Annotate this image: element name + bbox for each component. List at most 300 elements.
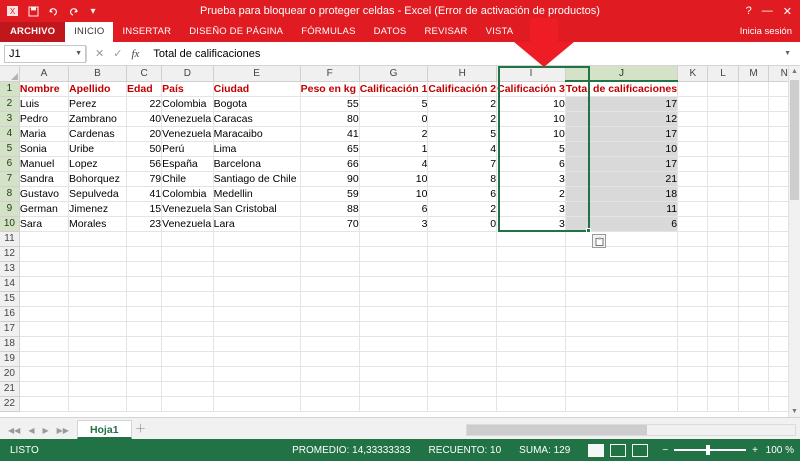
cell-I20[interactable] — [497, 366, 566, 381]
cell-E22[interactable] — [213, 396, 300, 411]
column-header-k[interactable]: K — [678, 66, 708, 81]
cell-B11[interactable] — [69, 231, 127, 246]
column-header-h[interactable]: H — [428, 66, 497, 81]
redo-icon[interactable] — [66, 4, 80, 18]
cell-C8[interactable]: 41 — [126, 186, 161, 201]
cell-D16[interactable] — [162, 306, 214, 321]
row-header-1[interactable]: 1 — [0, 81, 19, 96]
cell-F11[interactable] — [300, 231, 359, 246]
cell-J4[interactable]: 17 — [565, 126, 677, 141]
cell-J11[interactable] — [565, 231, 677, 246]
column-header-a[interactable]: A — [19, 66, 68, 81]
cell-G6[interactable]: 4 — [359, 156, 428, 171]
cell-A13[interactable] — [19, 261, 68, 276]
row-header-4[interactable]: 4 — [0, 126, 19, 141]
column-header-e[interactable]: E — [213, 66, 300, 81]
cell-C14[interactable] — [126, 276, 161, 291]
cell-E9[interactable]: San Cristobal — [213, 201, 300, 216]
row-header-12[interactable]: 12 — [0, 246, 19, 261]
cell-F10[interactable]: 70 — [300, 216, 359, 231]
cell-M8[interactable] — [738, 186, 769, 201]
cell-H18[interactable] — [428, 336, 497, 351]
cell-I1[interactable]: Calificación 3 — [497, 82, 565, 95]
cell-L6[interactable] — [708, 156, 738, 171]
cell-K15[interactable] — [678, 291, 708, 306]
cell-L1[interactable] — [708, 81, 738, 96]
cell-E10[interactable]: Lara — [213, 216, 300, 231]
cell-K7[interactable] — [678, 171, 708, 186]
cell-B3[interactable]: Zambrano — [69, 111, 127, 126]
row-header-19[interactable]: 19 — [0, 351, 19, 366]
cell-F3[interactable]: 80 — [300, 111, 359, 126]
cell-M5[interactable] — [738, 141, 769, 156]
cell-K4[interactable] — [678, 126, 708, 141]
cell-J20[interactable] — [565, 366, 677, 381]
cell-I5[interactable]: 5 — [497, 141, 566, 156]
cell-K12[interactable] — [678, 246, 708, 261]
cell-F18[interactable] — [300, 336, 359, 351]
cell-B12[interactable] — [69, 246, 127, 261]
cell-C6[interactable]: 56 — [126, 156, 161, 171]
cell-A6[interactable]: Manuel — [19, 156, 68, 171]
cell-E17[interactable] — [213, 321, 300, 336]
cell-I17[interactable] — [497, 321, 566, 336]
cell-H1[interactable]: Calificación 2 — [428, 82, 497, 95]
column-header-g[interactable]: G — [359, 66, 428, 81]
cell-E4[interactable]: Maracaibo — [213, 126, 300, 141]
tab-insertar[interactable]: INSERTAR — [122, 26, 172, 37]
cell-A10[interactable]: Sara — [19, 216, 68, 231]
cell-A7[interactable]: Sandra — [19, 171, 68, 186]
cell-D6[interactable]: España — [162, 156, 214, 171]
cell-J12[interactable] — [565, 246, 677, 261]
cell-F12[interactable] — [300, 246, 359, 261]
cell-K6[interactable] — [678, 156, 708, 171]
cell-H2[interactable]: 2 — [428, 96, 497, 111]
cell-J15[interactable] — [565, 291, 677, 306]
cell-E7[interactable]: Santiago de Chile — [213, 171, 300, 186]
cell-D20[interactable] — [162, 366, 214, 381]
cell-A5[interactable]: Sonia — [19, 141, 68, 156]
cell-L11[interactable] — [708, 231, 738, 246]
cell-F17[interactable] — [300, 321, 359, 336]
cell-A8[interactable]: Gustavo — [19, 186, 68, 201]
vertical-scroll-thumb[interactable] — [790, 80, 799, 200]
cell-C2[interactable]: 22 — [126, 96, 161, 111]
cell-A19[interactable] — [19, 351, 68, 366]
cell-E2[interactable]: Bogota — [213, 96, 300, 111]
cell-G1[interactable]: Calificación 1 — [359, 82, 428, 95]
cell-K17[interactable] — [678, 321, 708, 336]
cell-B1[interactable]: Apellido — [69, 81, 127, 96]
cell-K9[interactable] — [678, 201, 708, 216]
cell-I18[interactable] — [497, 336, 566, 351]
cell-L14[interactable] — [708, 276, 738, 291]
cell-B8[interactable]: Sepulveda — [69, 186, 127, 201]
cell-M4[interactable] — [738, 126, 769, 141]
cell-F19[interactable] — [300, 351, 359, 366]
cell-K18[interactable] — [678, 336, 708, 351]
cell-I14[interactable] — [497, 276, 566, 291]
cell-C10[interactable]: 23 — [126, 216, 161, 231]
cell-J14[interactable] — [565, 276, 677, 291]
cell-J3[interactable]: 12 — [565, 111, 677, 126]
cell-C21[interactable] — [126, 381, 161, 396]
tab-archivo[interactable]: ARCHIVO — [0, 22, 65, 42]
cell-C9[interactable]: 15 — [126, 201, 161, 216]
cell-C18[interactable] — [126, 336, 161, 351]
cell-A2[interactable]: Luis — [19, 96, 68, 111]
cell-M6[interactable] — [738, 156, 769, 171]
row-header-3[interactable]: 3 — [0, 111, 19, 126]
cell-E1[interactable]: Ciudad — [213, 81, 300, 96]
column-header-n[interactable]: N — [769, 66, 800, 81]
cell-J17[interactable] — [565, 321, 677, 336]
cell-E6[interactable]: Barcelona — [213, 156, 300, 171]
cell-H9[interactable]: 2 — [428, 201, 497, 216]
cell-G17[interactable] — [359, 321, 428, 336]
column-header-m[interactable]: M — [738, 66, 769, 81]
cell-D2[interactable]: Colombia — [162, 96, 214, 111]
row-header-9[interactable]: 9 — [0, 201, 19, 216]
cell-G4[interactable]: 2 — [359, 126, 428, 141]
cell-L2[interactable] — [708, 96, 738, 111]
cell-M3[interactable] — [738, 111, 769, 126]
cell-A15[interactable] — [19, 291, 68, 306]
row-header-22[interactable]: 22 — [0, 396, 19, 411]
column-header-j[interactable]: J — [565, 66, 677, 81]
cell-J1[interactable]: Total de calificaciones — [565, 82, 678, 95]
cell-I21[interactable] — [497, 381, 566, 396]
cell-A4[interactable]: Maria — [19, 126, 68, 141]
save-icon[interactable] — [26, 4, 40, 18]
cell-B21[interactable] — [69, 381, 127, 396]
cell-E16[interactable] — [213, 306, 300, 321]
cell-C5[interactable]: 50 — [126, 141, 161, 156]
cell-J6[interactable]: 17 — [565, 156, 677, 171]
cell-D21[interactable] — [162, 381, 214, 396]
cell-M19[interactable] — [738, 351, 769, 366]
cell-M1[interactable] — [738, 81, 769, 96]
cell-L4[interactable] — [708, 126, 738, 141]
cell-H17[interactable] — [428, 321, 497, 336]
cell-B7[interactable]: Bohorquez — [69, 171, 127, 186]
cell-M10[interactable] — [738, 216, 769, 231]
tab-vista[interactable]: VISTA — [485, 26, 514, 37]
cell-D13[interactable] — [162, 261, 214, 276]
cell-D1[interactable]: País — [162, 81, 214, 96]
cancel-icon[interactable]: ✕ — [95, 48, 105, 60]
cell-E13[interactable] — [213, 261, 300, 276]
row-header-20[interactable]: 20 — [0, 366, 19, 381]
cell-I16[interactable] — [497, 306, 566, 321]
cell-H20[interactable] — [428, 366, 497, 381]
cell-G2[interactable]: 5 — [359, 96, 428, 111]
cell-I12[interactable] — [497, 246, 566, 261]
cell-M12[interactable] — [738, 246, 769, 261]
undo-icon[interactable] — [46, 4, 60, 18]
cell-F16[interactable] — [300, 306, 359, 321]
cell-K2[interactable] — [678, 96, 708, 111]
cell-F7[interactable]: 90 — [300, 171, 359, 186]
page-break-icon[interactable] — [632, 444, 648, 457]
row-header-8[interactable]: 8 — [0, 186, 19, 201]
cell-F1[interactable]: Peso en kg — [300, 81, 359, 96]
cell-D9[interactable]: Venezuela — [162, 202, 212, 215]
normal-view-icon[interactable] — [588, 444, 604, 457]
cell-E8[interactable]: Medellin — [213, 186, 300, 201]
cell-D3[interactable]: Venezuela — [162, 112, 212, 125]
sign-in-link[interactable]: Inicia sesión — [739, 26, 792, 37]
cell-H6[interactable]: 7 — [428, 156, 497, 171]
cell-E15[interactable] — [213, 291, 300, 306]
vertical-scrollbar[interactable] — [788, 66, 800, 417]
cell-F14[interactable] — [300, 276, 359, 291]
customize-qat-icon[interactable]: ▾ — [90, 5, 96, 17]
cell-D10[interactable]: Venezuela — [162, 217, 212, 230]
formula-actions[interactable] — [87, 47, 147, 60]
cell-J7[interactable]: 21 — [565, 171, 677, 186]
cell-B18[interactable] — [69, 336, 127, 351]
name-box[interactable] — [4, 45, 86, 63]
cell-K11[interactable] — [678, 231, 708, 246]
horizontal-scrollbar[interactable] — [466, 424, 796, 436]
cell-M20[interactable] — [738, 366, 769, 381]
cell-L16[interactable] — [708, 306, 738, 321]
column-header-c[interactable]: C — [126, 66, 161, 81]
minimize-button[interactable]: — — [761, 5, 773, 17]
cell-L20[interactable] — [708, 366, 738, 381]
cell-H14[interactable] — [428, 276, 497, 291]
zoom-control[interactable] — [662, 445, 794, 456]
cell-M14[interactable] — [738, 276, 769, 291]
sheet-nav-buttons[interactable] — [4, 426, 77, 439]
cell-J16[interactable] — [565, 306, 677, 321]
cell-H21[interactable] — [428, 381, 497, 396]
cell-L10[interactable] — [708, 216, 738, 231]
cell-H22[interactable] — [428, 396, 497, 411]
cell-A21[interactable] — [19, 381, 68, 396]
cell-B15[interactable] — [69, 291, 127, 306]
row-header-16[interactable]: 16 — [0, 306, 19, 321]
column-header-b[interactable]: B — [69, 66, 127, 81]
cell-D19[interactable] — [162, 351, 214, 366]
zoom-out-button[interactable]: − — [662, 444, 669, 456]
cell-L9[interactable] — [708, 201, 738, 216]
row-header-7[interactable]: 7 — [0, 171, 19, 186]
cell-F13[interactable] — [300, 261, 359, 276]
cell-I6[interactable]: 6 — [497, 156, 566, 171]
cell-M22[interactable] — [738, 396, 769, 411]
cell-G21[interactable] — [359, 381, 428, 396]
zoom-in-button[interactable]: + — [752, 444, 758, 456]
cell-A22[interactable] — [19, 396, 68, 411]
cell-M18[interactable] — [738, 336, 769, 351]
cell-F22[interactable] — [300, 396, 359, 411]
cell-D14[interactable] — [162, 276, 214, 291]
row-header-10[interactable]: 10 — [0, 216, 19, 231]
cell-J18[interactable] — [565, 336, 677, 351]
cell-F9[interactable]: 88 — [300, 201, 359, 216]
cell-I4[interactable]: 10 — [497, 126, 566, 141]
sheet-nav-next-icon[interactable]: ▶ — [42, 426, 49, 435]
cell-E14[interactable] — [213, 276, 300, 291]
cell-I10[interactable]: 3 — [497, 216, 566, 231]
cell-G18[interactable] — [359, 336, 428, 351]
cell-E12[interactable] — [213, 246, 300, 261]
cell-K5[interactable] — [678, 141, 708, 156]
cell-G22[interactable] — [359, 396, 428, 411]
tab-datos[interactable]: DATOS — [373, 26, 407, 37]
cell-I2[interactable]: 10 — [497, 96, 566, 111]
cell-A14[interactable] — [19, 276, 68, 291]
cell-M15[interactable] — [738, 291, 769, 306]
cell-J9[interactable]: 11 — [565, 201, 677, 216]
cell-E19[interactable] — [213, 351, 300, 366]
cell-L12[interactable] — [708, 246, 738, 261]
fill-handle[interactable] — [586, 228, 591, 233]
cell-K14[interactable] — [678, 276, 708, 291]
horizontal-scroll-thumb[interactable] — [467, 425, 647, 435]
cell-A12[interactable] — [19, 246, 68, 261]
cell-B6[interactable]: Lopez — [69, 156, 127, 171]
cell-C12[interactable] — [126, 246, 161, 261]
cell-G8[interactable]: 10 — [359, 186, 428, 201]
cell-I15[interactable] — [497, 291, 566, 306]
cell-J5[interactable]: 10 — [565, 141, 677, 156]
cell-B19[interactable] — [69, 351, 127, 366]
cell-E3[interactable]: Caracas — [213, 111, 300, 126]
row-header-13[interactable]: 13 — [0, 261, 19, 276]
cell-M21[interactable] — [738, 381, 769, 396]
cell-G9[interactable]: 6 — [359, 201, 428, 216]
cell-H12[interactable] — [428, 246, 497, 261]
cell-D17[interactable] — [162, 321, 214, 336]
cell-L21[interactable] — [708, 381, 738, 396]
cell-A9[interactable]: German — [19, 201, 68, 216]
cell-E18[interactable] — [213, 336, 300, 351]
row-header-11[interactable]: 11 — [0, 231, 19, 246]
sheet-tab-bar[interactable] — [0, 417, 800, 439]
sheet-nav-prev-icon[interactable]: ◀ — [28, 426, 35, 435]
close-button[interactable]: ✕ — [782, 5, 792, 18]
cell-E11[interactable] — [213, 231, 300, 246]
cell-I19[interactable] — [497, 351, 566, 366]
row-header-15[interactable]: 15 — [0, 291, 19, 306]
cell-D8[interactable]: Colombia — [162, 186, 214, 201]
row-header-17[interactable]: 17 — [0, 321, 19, 336]
formula-input[interactable]: Total de calificaciones — [153, 47, 261, 60]
cell-G11[interactable] — [359, 231, 428, 246]
cell-F5[interactable]: 65 — [300, 141, 359, 156]
cell-D4[interactable]: Venezuela — [162, 127, 212, 140]
cell-H8[interactable]: 6 — [428, 186, 497, 201]
row-header-14[interactable]: 14 — [0, 276, 19, 291]
tab-diseno-de-pagina[interactable]: DISEÑO DE PÁGINA — [189, 26, 284, 37]
cell-L7[interactable] — [708, 171, 738, 186]
cell-I9[interactable]: 3 — [497, 201, 566, 216]
cell-J8[interactable]: 18 — [565, 186, 677, 201]
cell-M17[interactable] — [738, 321, 769, 336]
cell-H4[interactable]: 5 — [428, 126, 497, 141]
cell-L15[interactable] — [708, 291, 738, 306]
cell-G13[interactable] — [359, 261, 428, 276]
cell-L5[interactable] — [708, 141, 738, 156]
cell-J13[interactable] — [565, 261, 677, 276]
cell-G12[interactable] — [359, 246, 428, 261]
cell-B13[interactable] — [69, 261, 127, 276]
column-header-f[interactable]: F — [300, 66, 359, 81]
cell-B20[interactable] — [69, 366, 127, 381]
accept-icon[interactable]: ✓ — [113, 48, 123, 60]
ribbon-tabs[interactable] — [0, 22, 800, 42]
cell-K13[interactable] — [678, 261, 708, 276]
sheet-nav-last-icon[interactable]: ▶▶ — [56, 426, 69, 435]
cell-A1[interactable]: Nombre — [19, 81, 68, 96]
cell-F8[interactable]: 59 — [300, 186, 359, 201]
cell-H13[interactable] — [428, 261, 497, 276]
cell-K10[interactable] — [678, 216, 708, 231]
cell-H15[interactable] — [428, 291, 497, 306]
cell-M7[interactable] — [738, 171, 769, 186]
column-header-d[interactable]: D — [162, 66, 214, 81]
cell-E20[interactable] — [213, 366, 300, 381]
chevron-down-icon[interactable]: ▼ — [75, 50, 82, 57]
cell-A20[interactable] — [19, 366, 68, 381]
cell-B14[interactable] — [69, 276, 127, 291]
paste-options-button[interactable] — [592, 234, 606, 248]
cell-A17[interactable] — [19, 321, 68, 336]
cell-K20[interactable] — [678, 366, 708, 381]
cell-H11[interactable] — [428, 231, 497, 246]
cell-L8[interactable] — [708, 186, 738, 201]
row-header-6[interactable]: 6 — [0, 156, 19, 171]
quick-access-toolbar[interactable] — [0, 4, 100, 18]
cell-I22[interactable] — [497, 396, 566, 411]
cell-B5[interactable]: Uribe — [69, 141, 127, 156]
cell-G20[interactable] — [359, 366, 428, 381]
cell-L22[interactable] — [708, 396, 738, 411]
cell-M9[interactable] — [738, 201, 769, 216]
cell-F15[interactable] — [300, 291, 359, 306]
select-all-corner[interactable] — [0, 66, 19, 81]
tab-revisar[interactable]: REVISAR — [424, 26, 468, 37]
cell-D5[interactable]: Perú — [162, 141, 214, 156]
cell-G5[interactable]: 1 — [359, 141, 428, 156]
cell-D18[interactable] — [162, 336, 214, 351]
zoom-slider-knob[interactable] — [706, 445, 710, 455]
zoom-slider[interactable] — [674, 449, 746, 451]
cell-G19[interactable] — [359, 351, 428, 366]
column-header-i[interactable]: I — [497, 66, 566, 81]
cell-J10[interactable]: 6 — [565, 216, 677, 231]
cell-E5[interactable]: Lima — [213, 141, 300, 156]
cell-F6[interactable]: 66 — [300, 156, 359, 171]
spreadsheet-grid[interactable] — [0, 66, 800, 417]
cell-B2[interactable]: Perez — [69, 96, 127, 111]
row-header-18[interactable]: 18 — [0, 336, 19, 351]
cell-L13[interactable] — [708, 261, 738, 276]
expand-formula-bar-icon[interactable]: ▼ — [784, 50, 791, 57]
cell-L17[interactable] — [708, 321, 738, 336]
cell-M16[interactable] — [738, 306, 769, 321]
cell-G10[interactable]: 3 — [359, 216, 428, 231]
cell-I11[interactable] — [497, 231, 566, 246]
view-buttons[interactable] — [588, 444, 648, 457]
cell-D7[interactable]: Chile — [162, 171, 214, 186]
insert-function-icon[interactable]: fx — [131, 47, 140, 60]
cell-C1[interactable]: Edad — [126, 81, 161, 96]
